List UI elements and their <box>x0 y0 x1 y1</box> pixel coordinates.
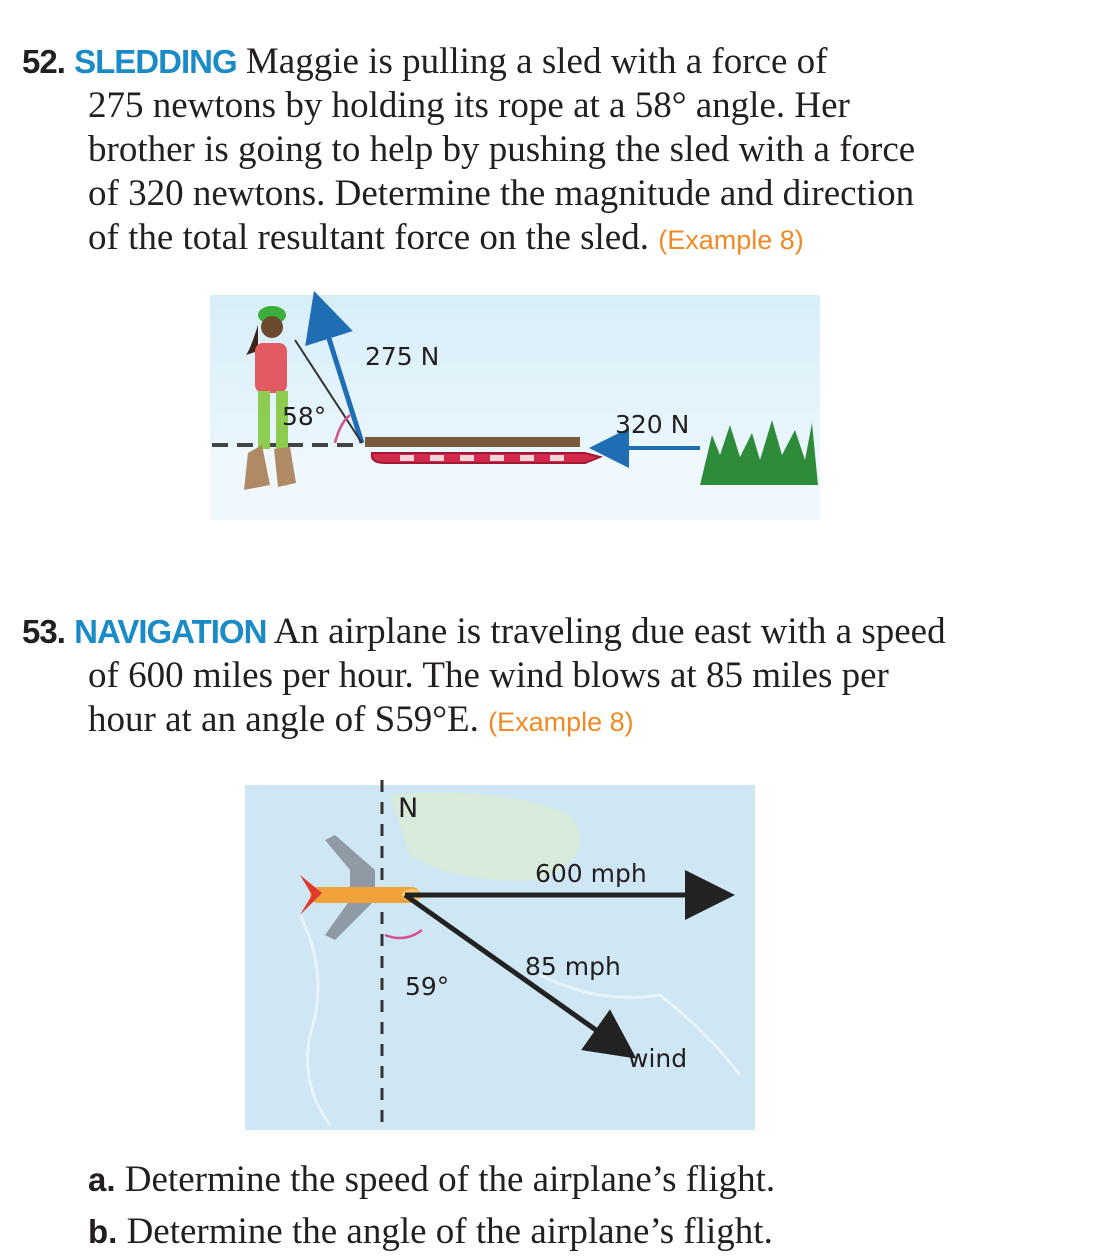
wind-speed-label: 85 mph <box>525 952 621 981</box>
part-letter: a. <box>88 1161 116 1198</box>
angle-label: 59° <box>405 972 450 1001</box>
problem-number: 52. <box>22 43 65 80</box>
push-force-label: 320 N <box>615 410 690 439</box>
problem-53-line-1 <box>22 610 946 654</box>
plane-speed-label: 600 mph <box>535 859 647 888</box>
part-letter: b. <box>88 1213 118 1250</box>
problem-52-line-5 <box>88 216 804 262</box>
problem-text: 275 newtons by holding its rope at a 58° angle. Her <box>88 85 850 126</box>
angle-label: 58° <box>282 402 327 431</box>
problem-topic: SLEDDING <box>74 43 237 80</box>
part-text: Determine the speed of the airplane’s flight. <box>124 1159 776 1200</box>
problem-text: of 600 miles per hour. The wind blows at 85 miles per <box>88 655 889 696</box>
part-b <box>88 1210 773 1254</box>
example-reference: (Example 8) <box>658 225 804 255</box>
problem-text: of 320 newtons. Determine the magnitude and direction <box>88 173 915 214</box>
problem-53-line-3 <box>88 698 634 744</box>
problem-text: brother is going to help by pushing the sled with a force <box>88 129 916 170</box>
problem-text: An airplane is traveling due east with a speed <box>273 611 946 652</box>
problem-text: Maggie is pulling a sled with a force of <box>245 41 828 82</box>
part-text: Determine the angle of the airplane’s flight. <box>126 1211 773 1252</box>
problem-topic: NAVIGATION <box>74 613 267 650</box>
example-reference: (Example 8) <box>488 707 634 737</box>
navigation-figure <box>240 775 760 1135</box>
part-a <box>88 1158 775 1202</box>
problem-text: hour at an angle of S59°E. <box>88 699 479 740</box>
problem-number: 53. <box>22 613 65 650</box>
problem-52-line-1 <box>22 40 827 84</box>
rope-force-label: 275 N <box>365 342 440 371</box>
problem-text: of the total resultant force on the sled. <box>88 217 649 258</box>
wind-label: wind <box>628 1044 688 1073</box>
sled-figure <box>200 285 820 530</box>
north-label: N <box>398 793 419 824</box>
